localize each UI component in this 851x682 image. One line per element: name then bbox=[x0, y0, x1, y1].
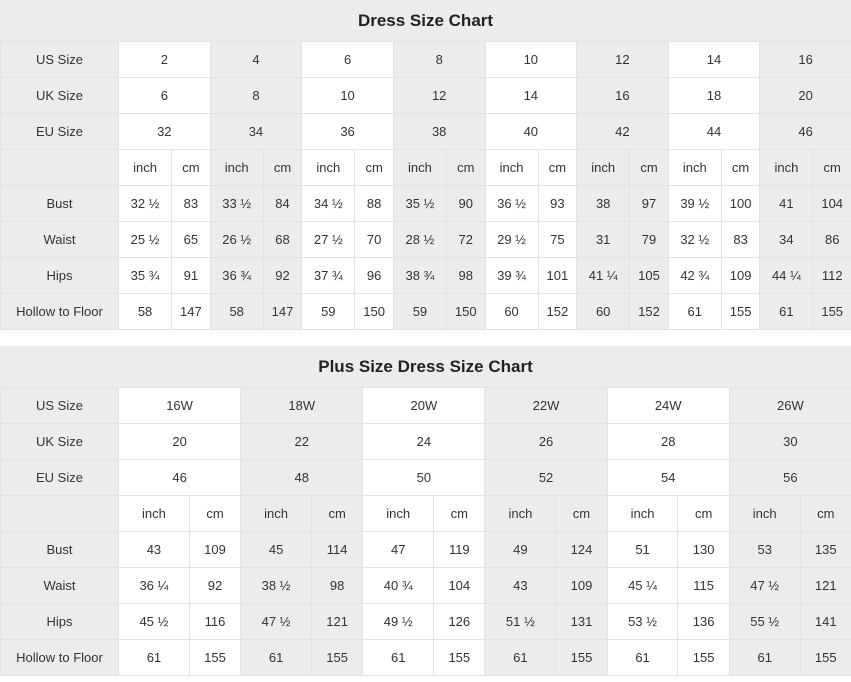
size-value-cell: 22W bbox=[485, 388, 607, 424]
measurement-cell: 44 ¼ bbox=[760, 258, 813, 294]
measurement-cell: 121 bbox=[312, 604, 363, 640]
measurement-cell: 61 bbox=[363, 640, 434, 676]
size-value-cell: 18W bbox=[241, 388, 363, 424]
measurement-cell: 152 bbox=[630, 294, 668, 330]
measurement-cell: 86 bbox=[813, 222, 851, 258]
size-table bbox=[0, 387, 851, 676]
measurement-cell: 98 bbox=[447, 258, 485, 294]
row-label: Waist bbox=[1, 568, 119, 604]
measurement-cell: 47 ½ bbox=[241, 604, 312, 640]
table-row bbox=[1, 294, 851, 330]
measurement-cell: 79 bbox=[630, 222, 668, 258]
measurement-cell: 26 ½ bbox=[210, 222, 263, 258]
size-value-cell: 44 bbox=[668, 114, 760, 150]
row-label: Hips bbox=[1, 604, 119, 640]
unit-header-cell: inch bbox=[729, 496, 800, 532]
measurement-cell: 43 bbox=[119, 532, 190, 568]
measurement-cell: 83 bbox=[172, 186, 210, 222]
table-row bbox=[1, 78, 851, 114]
measurement-cell: 155 bbox=[434, 640, 485, 676]
table-row bbox=[1, 532, 851, 568]
measurement-cell: 49 ½ bbox=[363, 604, 434, 640]
size-value-cell: 14 bbox=[485, 78, 577, 114]
measurement-cell: 97 bbox=[630, 186, 668, 222]
size-value-cell: 8 bbox=[210, 78, 302, 114]
measurement-cell: 109 bbox=[721, 258, 759, 294]
unit-header-cell: inch bbox=[210, 150, 263, 186]
size-chart-block bbox=[0, 0, 851, 330]
measurement-cell: 47 ½ bbox=[729, 568, 800, 604]
table-row bbox=[1, 388, 851, 424]
size-chart-block bbox=[0, 346, 851, 676]
chart-title: Plus Size Dress Size Chart bbox=[0, 346, 851, 387]
unit-header-cell: inch bbox=[119, 150, 172, 186]
measurement-cell: 109 bbox=[556, 568, 607, 604]
unit-header-cell: inch bbox=[485, 496, 556, 532]
table-row bbox=[1, 258, 851, 294]
size-value-cell: 20 bbox=[119, 424, 241, 460]
measurement-cell: 61 bbox=[729, 640, 800, 676]
size-value-cell: 24W bbox=[607, 388, 729, 424]
unit-header-cell: cm bbox=[434, 496, 485, 532]
measurement-cell: 32 ½ bbox=[668, 222, 721, 258]
measurement-cell: 121 bbox=[800, 568, 851, 604]
unit-header-cell: inch bbox=[607, 496, 678, 532]
measurement-cell: 104 bbox=[813, 186, 851, 222]
unit-header-cell: inch bbox=[393, 150, 446, 186]
unit-header-cell: inch bbox=[577, 150, 630, 186]
table-row bbox=[1, 186, 851, 222]
measurement-cell: 49 bbox=[485, 532, 556, 568]
table-row-units bbox=[1, 496, 851, 532]
measurement-cell: 96 bbox=[355, 258, 393, 294]
measurement-cell: 90 bbox=[447, 186, 485, 222]
unit-header-cell: cm bbox=[800, 496, 851, 532]
measurement-cell: 83 bbox=[721, 222, 759, 258]
measurement-cell: 150 bbox=[447, 294, 485, 330]
measurement-cell: 34 bbox=[760, 222, 813, 258]
measurement-cell: 25 ½ bbox=[119, 222, 172, 258]
measurement-cell: 61 bbox=[668, 294, 721, 330]
chart-title: Dress Size Chart bbox=[0, 0, 851, 41]
size-table bbox=[0, 41, 851, 330]
row-label: Bust bbox=[1, 532, 119, 568]
measurement-cell: 28 ½ bbox=[393, 222, 446, 258]
measurement-cell: 41 ¼ bbox=[577, 258, 630, 294]
row-label: Bust bbox=[1, 186, 119, 222]
unit-header-cell: cm bbox=[172, 150, 210, 186]
size-value-cell: 4 bbox=[210, 42, 302, 78]
table-row bbox=[1, 222, 851, 258]
measurement-cell: 35 ½ bbox=[393, 186, 446, 222]
unit-header-cell: inch bbox=[760, 150, 813, 186]
measurement-cell: 61 bbox=[119, 640, 190, 676]
measurement-cell: 29 ½ bbox=[485, 222, 538, 258]
measurement-cell: 68 bbox=[263, 222, 301, 258]
measurement-cell: 136 bbox=[678, 604, 729, 640]
unit-header-cell: inch bbox=[668, 150, 721, 186]
size-value-cell: 34 bbox=[210, 114, 302, 150]
measurement-cell: 60 bbox=[577, 294, 630, 330]
size-value-cell: 40 bbox=[485, 114, 577, 150]
measurement-cell: 61 bbox=[760, 294, 813, 330]
size-value-cell: 16W bbox=[119, 388, 241, 424]
measurement-cell: 61 bbox=[241, 640, 312, 676]
measurement-cell: 51 bbox=[607, 532, 678, 568]
size-value-cell: 46 bbox=[119, 460, 241, 496]
measurement-cell: 130 bbox=[678, 532, 729, 568]
size-value-cell: 46 bbox=[760, 114, 851, 150]
table-row-units bbox=[1, 150, 851, 186]
measurement-cell: 47 bbox=[363, 532, 434, 568]
unit-header-cell: cm bbox=[678, 496, 729, 532]
size-value-cell: 20 bbox=[760, 78, 851, 114]
unit-header-cell: cm bbox=[312, 496, 363, 532]
unit-header-cell: inch bbox=[485, 150, 538, 186]
measurement-cell: 126 bbox=[434, 604, 485, 640]
unit-header-cell: cm bbox=[538, 150, 576, 186]
size-value-cell: 26 bbox=[485, 424, 607, 460]
measurement-cell: 93 bbox=[538, 186, 576, 222]
size-value-cell: 6 bbox=[302, 42, 394, 78]
measurement-cell: 155 bbox=[721, 294, 759, 330]
measurement-cell: 33 ½ bbox=[210, 186, 263, 222]
size-value-cell: 10 bbox=[485, 42, 577, 78]
measurement-cell: 51 ½ bbox=[485, 604, 556, 640]
measurement-cell: 41 bbox=[760, 186, 813, 222]
table-row bbox=[1, 114, 851, 150]
table-row bbox=[1, 42, 851, 78]
measurement-cell: 38 bbox=[577, 186, 630, 222]
size-value-cell: 42 bbox=[577, 114, 669, 150]
measurement-cell: 61 bbox=[485, 640, 556, 676]
measurement-cell: 38 ¾ bbox=[393, 258, 446, 294]
row-label bbox=[1, 150, 119, 186]
row-label bbox=[1, 496, 119, 532]
measurement-cell: 116 bbox=[189, 604, 240, 640]
measurement-cell: 75 bbox=[538, 222, 576, 258]
unit-header-cell: inch bbox=[241, 496, 312, 532]
measurement-cell: 55 ½ bbox=[729, 604, 800, 640]
measurement-cell: 115 bbox=[678, 568, 729, 604]
measurement-cell: 53 ½ bbox=[607, 604, 678, 640]
table-row bbox=[1, 460, 851, 496]
size-value-cell: 8 bbox=[393, 42, 485, 78]
size-value-cell: 30 bbox=[729, 424, 851, 460]
measurement-cell: 39 ¾ bbox=[485, 258, 538, 294]
measurement-cell: 35 ¾ bbox=[119, 258, 172, 294]
measurement-cell: 36 ½ bbox=[485, 186, 538, 222]
measurement-cell: 65 bbox=[172, 222, 210, 258]
size-value-cell: 56 bbox=[729, 460, 851, 496]
measurement-cell: 114 bbox=[312, 532, 363, 568]
measurement-cell: 109 bbox=[189, 532, 240, 568]
measurement-cell: 27 ½ bbox=[302, 222, 355, 258]
table-row bbox=[1, 424, 851, 460]
measurement-cell: 42 ¾ bbox=[668, 258, 721, 294]
unit-header-cell: cm bbox=[556, 496, 607, 532]
measurement-cell: 53 bbox=[729, 532, 800, 568]
size-value-cell: 54 bbox=[607, 460, 729, 496]
measurement-cell: 40 ¾ bbox=[363, 568, 434, 604]
measurement-cell: 37 ¾ bbox=[302, 258, 355, 294]
row-label: Hollow to Floor bbox=[1, 640, 119, 676]
unit-header-cell: inch bbox=[363, 496, 434, 532]
table-row bbox=[1, 604, 851, 640]
measurement-cell: 92 bbox=[189, 568, 240, 604]
measurement-cell: 31 bbox=[577, 222, 630, 258]
measurement-cell: 45 ½ bbox=[119, 604, 190, 640]
table-row bbox=[1, 640, 851, 676]
unit-header-cell: cm bbox=[189, 496, 240, 532]
row-label: EU Size bbox=[1, 460, 119, 496]
measurement-cell: 112 bbox=[813, 258, 851, 294]
measurement-cell: 59 bbox=[393, 294, 446, 330]
measurement-cell: 155 bbox=[556, 640, 607, 676]
unit-header-cell: cm bbox=[355, 150, 393, 186]
measurement-cell: 72 bbox=[447, 222, 485, 258]
row-label: Waist bbox=[1, 222, 119, 258]
size-value-cell: 48 bbox=[241, 460, 363, 496]
size-value-cell: 22 bbox=[241, 424, 363, 460]
measurement-cell: 155 bbox=[678, 640, 729, 676]
measurement-cell: 119 bbox=[434, 532, 485, 568]
size-value-cell: 50 bbox=[363, 460, 485, 496]
size-value-cell: 10 bbox=[302, 78, 394, 114]
size-value-cell: 52 bbox=[485, 460, 607, 496]
measurement-cell: 88 bbox=[355, 186, 393, 222]
size-value-cell: 2 bbox=[119, 42, 211, 78]
measurement-cell: 58 bbox=[210, 294, 263, 330]
unit-header-cell: cm bbox=[263, 150, 301, 186]
row-label: EU Size bbox=[1, 114, 119, 150]
size-value-cell: 24 bbox=[363, 424, 485, 460]
measurement-cell: 91 bbox=[172, 258, 210, 294]
measurement-cell: 101 bbox=[538, 258, 576, 294]
size-value-cell: 26W bbox=[729, 388, 851, 424]
measurement-cell: 98 bbox=[312, 568, 363, 604]
measurement-cell: 147 bbox=[172, 294, 210, 330]
measurement-cell: 135 bbox=[800, 532, 851, 568]
measurement-cell: 34 ½ bbox=[302, 186, 355, 222]
measurement-cell: 124 bbox=[556, 532, 607, 568]
row-label: US Size bbox=[1, 42, 119, 78]
measurement-cell: 38 ½ bbox=[241, 568, 312, 604]
measurement-cell: 100 bbox=[721, 186, 759, 222]
measurement-cell: 155 bbox=[312, 640, 363, 676]
measurement-cell: 70 bbox=[355, 222, 393, 258]
table-row bbox=[1, 568, 851, 604]
row-label: UK Size bbox=[1, 424, 119, 460]
chart-spacer bbox=[0, 330, 851, 346]
measurement-cell: 84 bbox=[263, 186, 301, 222]
size-value-cell: 36 bbox=[302, 114, 394, 150]
size-value-cell: 20W bbox=[363, 388, 485, 424]
size-value-cell: 18 bbox=[668, 78, 760, 114]
measurement-cell: 39 ½ bbox=[668, 186, 721, 222]
measurement-cell: 155 bbox=[800, 640, 851, 676]
unit-header-cell: cm bbox=[813, 150, 851, 186]
size-value-cell: 12 bbox=[393, 78, 485, 114]
unit-header-cell: inch bbox=[119, 496, 190, 532]
size-value-cell: 38 bbox=[393, 114, 485, 150]
measurement-cell: 105 bbox=[630, 258, 668, 294]
measurement-cell: 131 bbox=[556, 604, 607, 640]
measurement-cell: 92 bbox=[263, 258, 301, 294]
unit-header-cell: inch bbox=[302, 150, 355, 186]
measurement-cell: 150 bbox=[355, 294, 393, 330]
row-label: UK Size bbox=[1, 78, 119, 114]
row-label: US Size bbox=[1, 388, 119, 424]
measurement-cell: 147 bbox=[263, 294, 301, 330]
measurement-cell: 32 ½ bbox=[119, 186, 172, 222]
measurement-cell: 155 bbox=[813, 294, 851, 330]
size-value-cell: 6 bbox=[119, 78, 211, 114]
row-label: Hips bbox=[1, 258, 119, 294]
unit-header-cell: cm bbox=[721, 150, 759, 186]
size-value-cell: 32 bbox=[119, 114, 211, 150]
measurement-cell: 45 bbox=[241, 532, 312, 568]
measurement-cell: 45 ¼ bbox=[607, 568, 678, 604]
size-value-cell: 28 bbox=[607, 424, 729, 460]
measurement-cell: 155 bbox=[189, 640, 240, 676]
measurement-cell: 60 bbox=[485, 294, 538, 330]
size-value-cell: 16 bbox=[577, 78, 669, 114]
measurement-cell: 58 bbox=[119, 294, 172, 330]
unit-header-cell: cm bbox=[630, 150, 668, 186]
measurement-cell: 43 bbox=[485, 568, 556, 604]
measurement-cell: 61 bbox=[607, 640, 678, 676]
unit-header-cell: cm bbox=[447, 150, 485, 186]
measurement-cell: 152 bbox=[538, 294, 576, 330]
measurement-cell: 59 bbox=[302, 294, 355, 330]
measurement-cell: 36 ¾ bbox=[210, 258, 263, 294]
measurement-cell: 141 bbox=[800, 604, 851, 640]
row-label: Hollow to Floor bbox=[1, 294, 119, 330]
measurement-cell: 36 ¼ bbox=[119, 568, 190, 604]
size-value-cell: 12 bbox=[577, 42, 669, 78]
size-value-cell: 16 bbox=[760, 42, 851, 78]
size-value-cell: 14 bbox=[668, 42, 760, 78]
measurement-cell: 104 bbox=[434, 568, 485, 604]
